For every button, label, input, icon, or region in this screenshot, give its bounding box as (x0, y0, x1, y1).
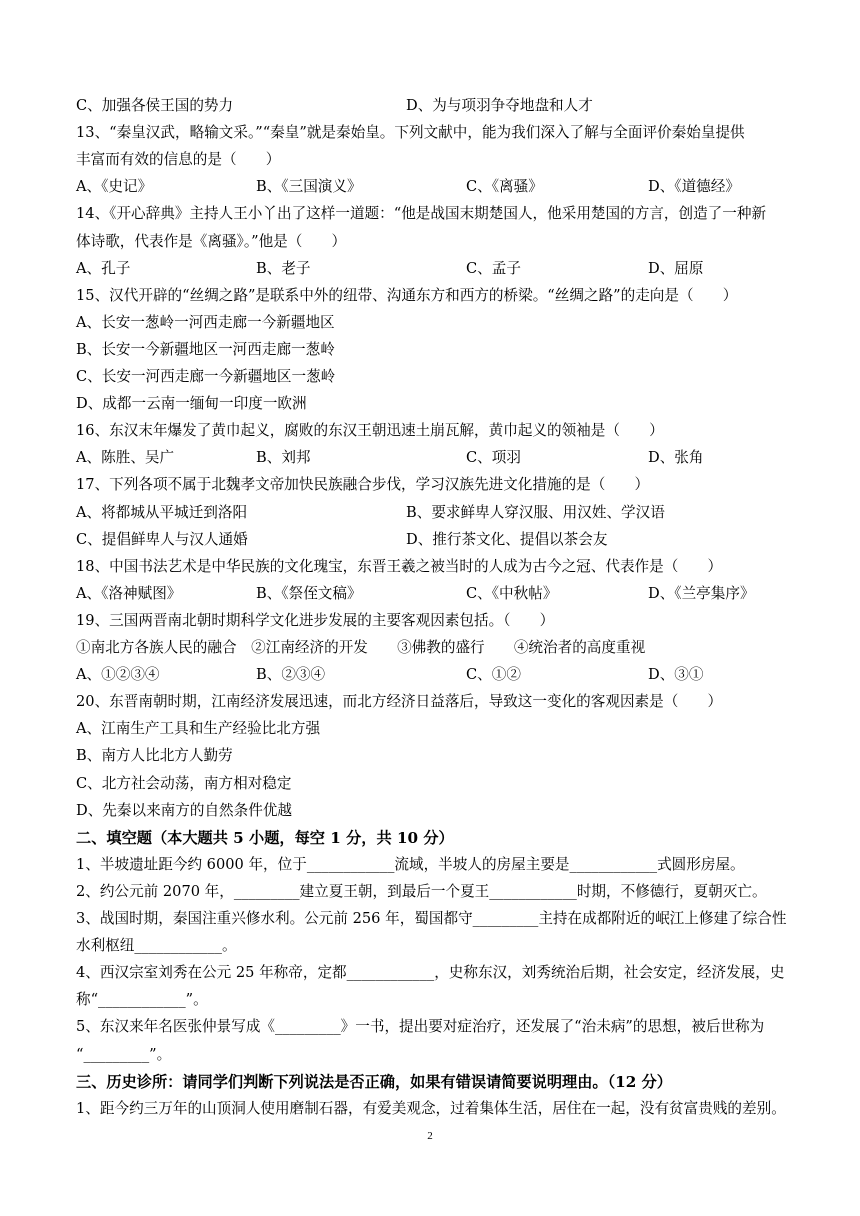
option-item: B、②③④ (256, 666, 326, 684)
text-line: 15、汉代开辟的“丝绸之路”是联系中外的纽带、沟通东方和西方的桥梁。“丝绸之路”的走向是（ ） (76, 286, 738, 304)
text-line: 4、西汉宗室刘秀在公元 25 年称帝，定都____________，史称东汉，刘秀统治后期，社会安定，经济发展，史 (76, 964, 785, 982)
page-number: 2 (427, 1130, 433, 1142)
text-line: 16、东汉末年爆发了黄巾起义，腐败的东汉王朝迅速土崩瓦解，黄巾起义的领袖是（ ） (76, 422, 664, 440)
text-line: C、北方社会动荡，南方相对稳定 (76, 774, 292, 792)
option-item: A、《史记》 (76, 178, 153, 196)
text-line: 19、三国两晋南北朝时期科学文化进步发展的主要客观因素包括。（ ） (76, 611, 555, 629)
option-item: D、《兰亭集序》 (648, 584, 755, 602)
text-line: “_________”。 (76, 1045, 172, 1063)
option-item: B、《三国演义》 (256, 178, 362, 196)
text-line: 2、约公元前 2070 年，_________建立夏王朝，到最后一个夏王____________时期，不修德行，夏朝灭亡。 (76, 882, 767, 900)
text-line: 1、半坡遗址距今约 6000 年，位于____________流域，半坡人的房屋主要是____________式圆形房屋。 (76, 855, 745, 873)
option-row (76, 527, 792, 553)
section-heading: 三、历史诊所：请同学们判断下列说法是否正确，如果有错误请简要说明理由。（12 分） (76, 1072, 672, 1091)
option-item: B、刘邦 (256, 449, 311, 467)
option-row (76, 581, 792, 607)
option-item: C、提倡鲜卑人与汉人通婚 (76, 530, 248, 548)
option-item: C、①② (466, 666, 521, 684)
option-item: D、《道德经》 (648, 178, 740, 196)
text-line: 称“____________”。 (76, 991, 208, 1009)
text-line: 体诗歌，代表作是《离骚》。”他是（ ） (76, 232, 347, 250)
option-item: C、孟子 (466, 259, 521, 277)
option-row (76, 174, 792, 200)
option-item: D、③① (648, 666, 704, 684)
section-heading: 二、填空题（本大题共 5 小题，每空 1 分，共 10 分） (76, 828, 454, 847)
text-line: 1、距今约三万年的山顶洞人使用磨制石器，有爱美观念，过着集体生活，居住在一起，没有贫富贵贱的差别。 (76, 1099, 786, 1117)
text-line: A、江南生产工具和生产经验比北方强 (76, 720, 321, 738)
text-line: D、先秦以来南方的自然条件优越 (76, 801, 293, 819)
text-line: 丰富而有效的信息的是（ ） (76, 151, 281, 169)
text-line: B、长安一今新疆地区一河西走廊一葱岭 (76, 340, 335, 358)
option-row (76, 500, 792, 526)
option-item: B、《祭侄文稿》 (256, 584, 362, 602)
option-item: D、推行茶文化、提倡以茶会友 (406, 530, 608, 548)
option-item: A、将都城从平城迁到洛阳 (76, 503, 248, 521)
option-item: B、老子 (256, 259, 311, 277)
option-row (76, 662, 792, 688)
text-line: 18、中国书法艺术是中华民族的文化瑰宝，东晋王羲之被当时的人成为古今之冠、代表作是（ ） (76, 557, 723, 575)
option-item: D、张角 (648, 449, 704, 467)
text-line: B、南方人比北方人勤劳 (76, 747, 233, 765)
option-item: A、陈胜、吴广 (76, 449, 175, 467)
option-row (76, 445, 792, 471)
text-line: 17、下列各项不属于北魏孝文帝加快民族融合步伐，学习汉族先进文化措施的是（ ） (76, 476, 650, 494)
option-row (76, 93, 792, 119)
text-line: A、长安一葱岭一河西走廊一今新疆地区 (76, 313, 335, 331)
option-item: C、《中秋帖》 (466, 584, 558, 602)
text-line: 3、战国时期，秦国注重兴修水利。公元前 256 年，蜀国都守_________主持在成都附近的岷江上修建了综合性 (76, 910, 787, 927)
option-row (76, 256, 792, 282)
text-line: 13、“秦皇汉武，略输文采。”“秦皇”就是秦始皇。下列文献中，能为我们深入了解与全面评价秦始皇提供 (76, 124, 745, 142)
option-item: A、①②③④ (76, 666, 160, 684)
text-line: 14、《开心辞典》主持人王小丫出了这样一道题：“他是战国末期楚国人，他采用楚国的方言，创造了一种新 (76, 205, 767, 223)
option-item: A、孔子 (76, 259, 131, 277)
text-line: 5、东汉来年名医张仲景写成《_________》一书，提出要对症治疗，还发展了“治未病”的思想，被后世称为 (76, 1018, 765, 1036)
text-line: ①南北方各族人民的融合 ②江南经济的开发 ③佛教的盛行 ④统治者的高度重视 (76, 639, 646, 656)
text-line: 20、东晋南朝时期，江南经济发展迅速，而北方经济日益落后，导致这一变化的客观因素是（ ） (76, 693, 723, 711)
option-item: D、屈原 (648, 259, 704, 277)
option-item: A、《洛神赋图》 (76, 584, 182, 602)
option-item: C、加强各侯王国的势力 (76, 97, 234, 114)
option-item: D、为与项羽争夺地盘和人才 (406, 97, 593, 114)
text-line: 水利枢纽____________。 (76, 937, 237, 955)
option-item: C、项羽 (466, 449, 521, 467)
option-item: C、《离骚》 (466, 178, 543, 196)
text-line: D、成都一云南一缅甸一印度一欧洲 (76, 395, 307, 413)
text-line: C、长安一河西走廊一今新疆地区一葱岭 (76, 368, 336, 385)
option-item: B、要求鲜卑人穿汉服、用汉姓、学汉语 (406, 503, 665, 521)
